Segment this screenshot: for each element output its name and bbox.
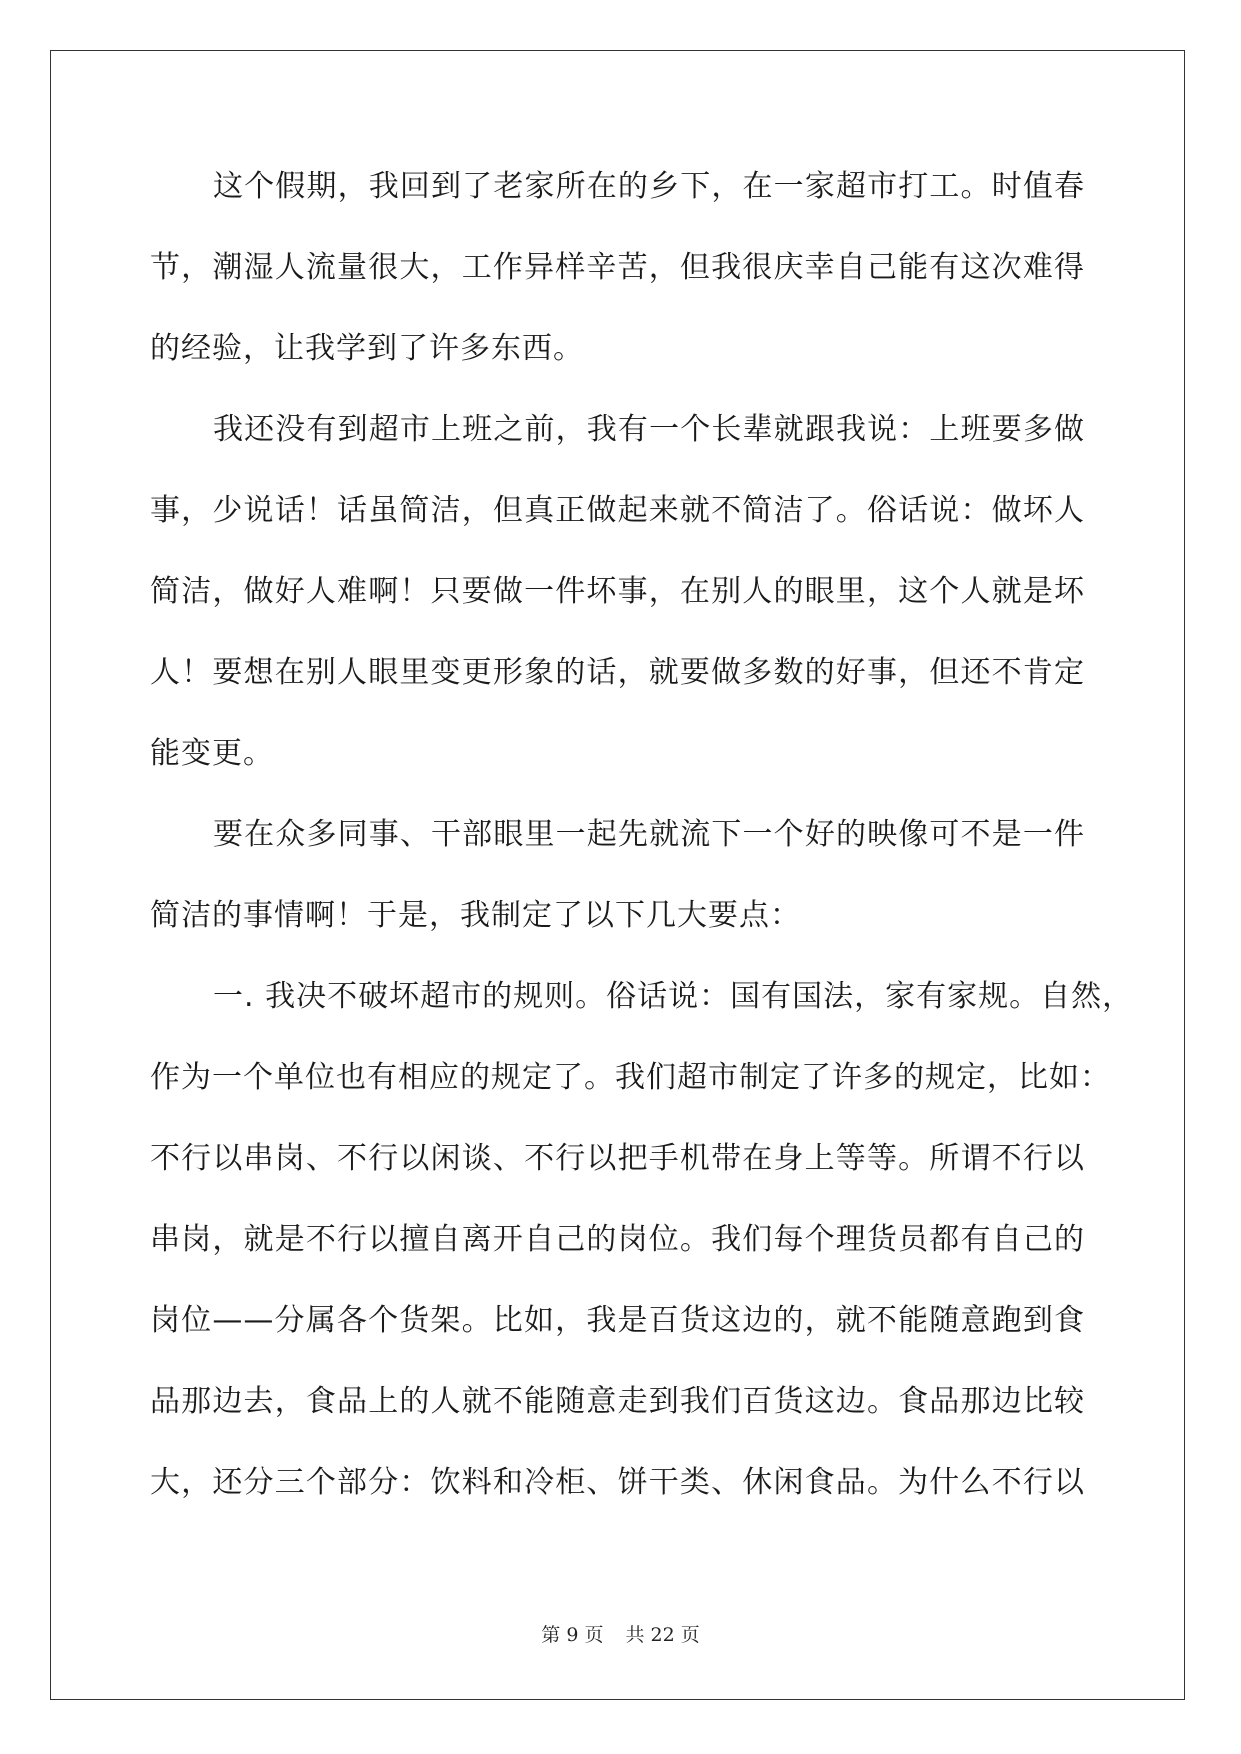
- text-line: 岗位——分属各个货架。比如，我是百货这边的，就不能随意跑到食: [150, 1303, 1085, 1338]
- text-line: 节，潮湿人流量很大，工作异样辛苦，但我很庆幸自己能有这次难得: [150, 250, 1085, 285]
- text-line: 简洁的事情啊！于是，我制定了以下几大要点：: [150, 898, 801, 933]
- text-line: 一. 我决不破坏超市的规则。俗话说：国有国法，家有家规。自然，: [213, 979, 1134, 1014]
- text-line: 的经验，让我学到了许多东西。: [150, 331, 584, 366]
- text-line: 人！要想在别人眼里变更形象的话，就要做多数的好事，但还不肯定: [150, 655, 1085, 690]
- page-number: 第 9 页: [541, 1624, 604, 1646]
- page-footer: [0, 1620, 1241, 1647]
- text-line: 作为一个单位也有相应的规定了。我们超市制定了许多的规定，比如：: [150, 1060, 1111, 1095]
- text-line: 我还没有到超市上班之前，我有一个长辈就跟我说：上班要多做: [213, 412, 1085, 447]
- text-line: 这个假期，我回到了老家所在的乡下，在一家超市打工。时值春: [213, 169, 1085, 204]
- document-body: [150, 160, 1134, 1537]
- text-line: 事，少说话！话虽简洁，但真正做起来就不简洁了。俗话说：做坏人: [150, 493, 1085, 528]
- text-line: 要在众多同事、干部眼里一起先就流下一个好的映像可不是一件: [213, 817, 1085, 852]
- text-line: 能变更。: [150, 736, 274, 771]
- text-line: 品那边去，食品上的人就不能随意走到我们百货这边。食品那边比较: [150, 1384, 1085, 1419]
- page-total: 共 22 页: [625, 1624, 700, 1646]
- text-line: 大，还分三个部分：饮料和冷柜、饼干类、休闲食品。为什么不行以: [150, 1465, 1085, 1500]
- text-line: 简洁，做好人难啊！只要做一件坏事，在别人的眼里，这个人就是坏: [150, 574, 1085, 609]
- text-line: 不行以串岗、不行以闲谈、不行以把手机带在身上等等。所谓不行以: [150, 1141, 1085, 1176]
- text-line: 串岗，就是不行以擅自离开自己的岗位。我们每个理货员都有自己的: [150, 1222, 1085, 1257]
